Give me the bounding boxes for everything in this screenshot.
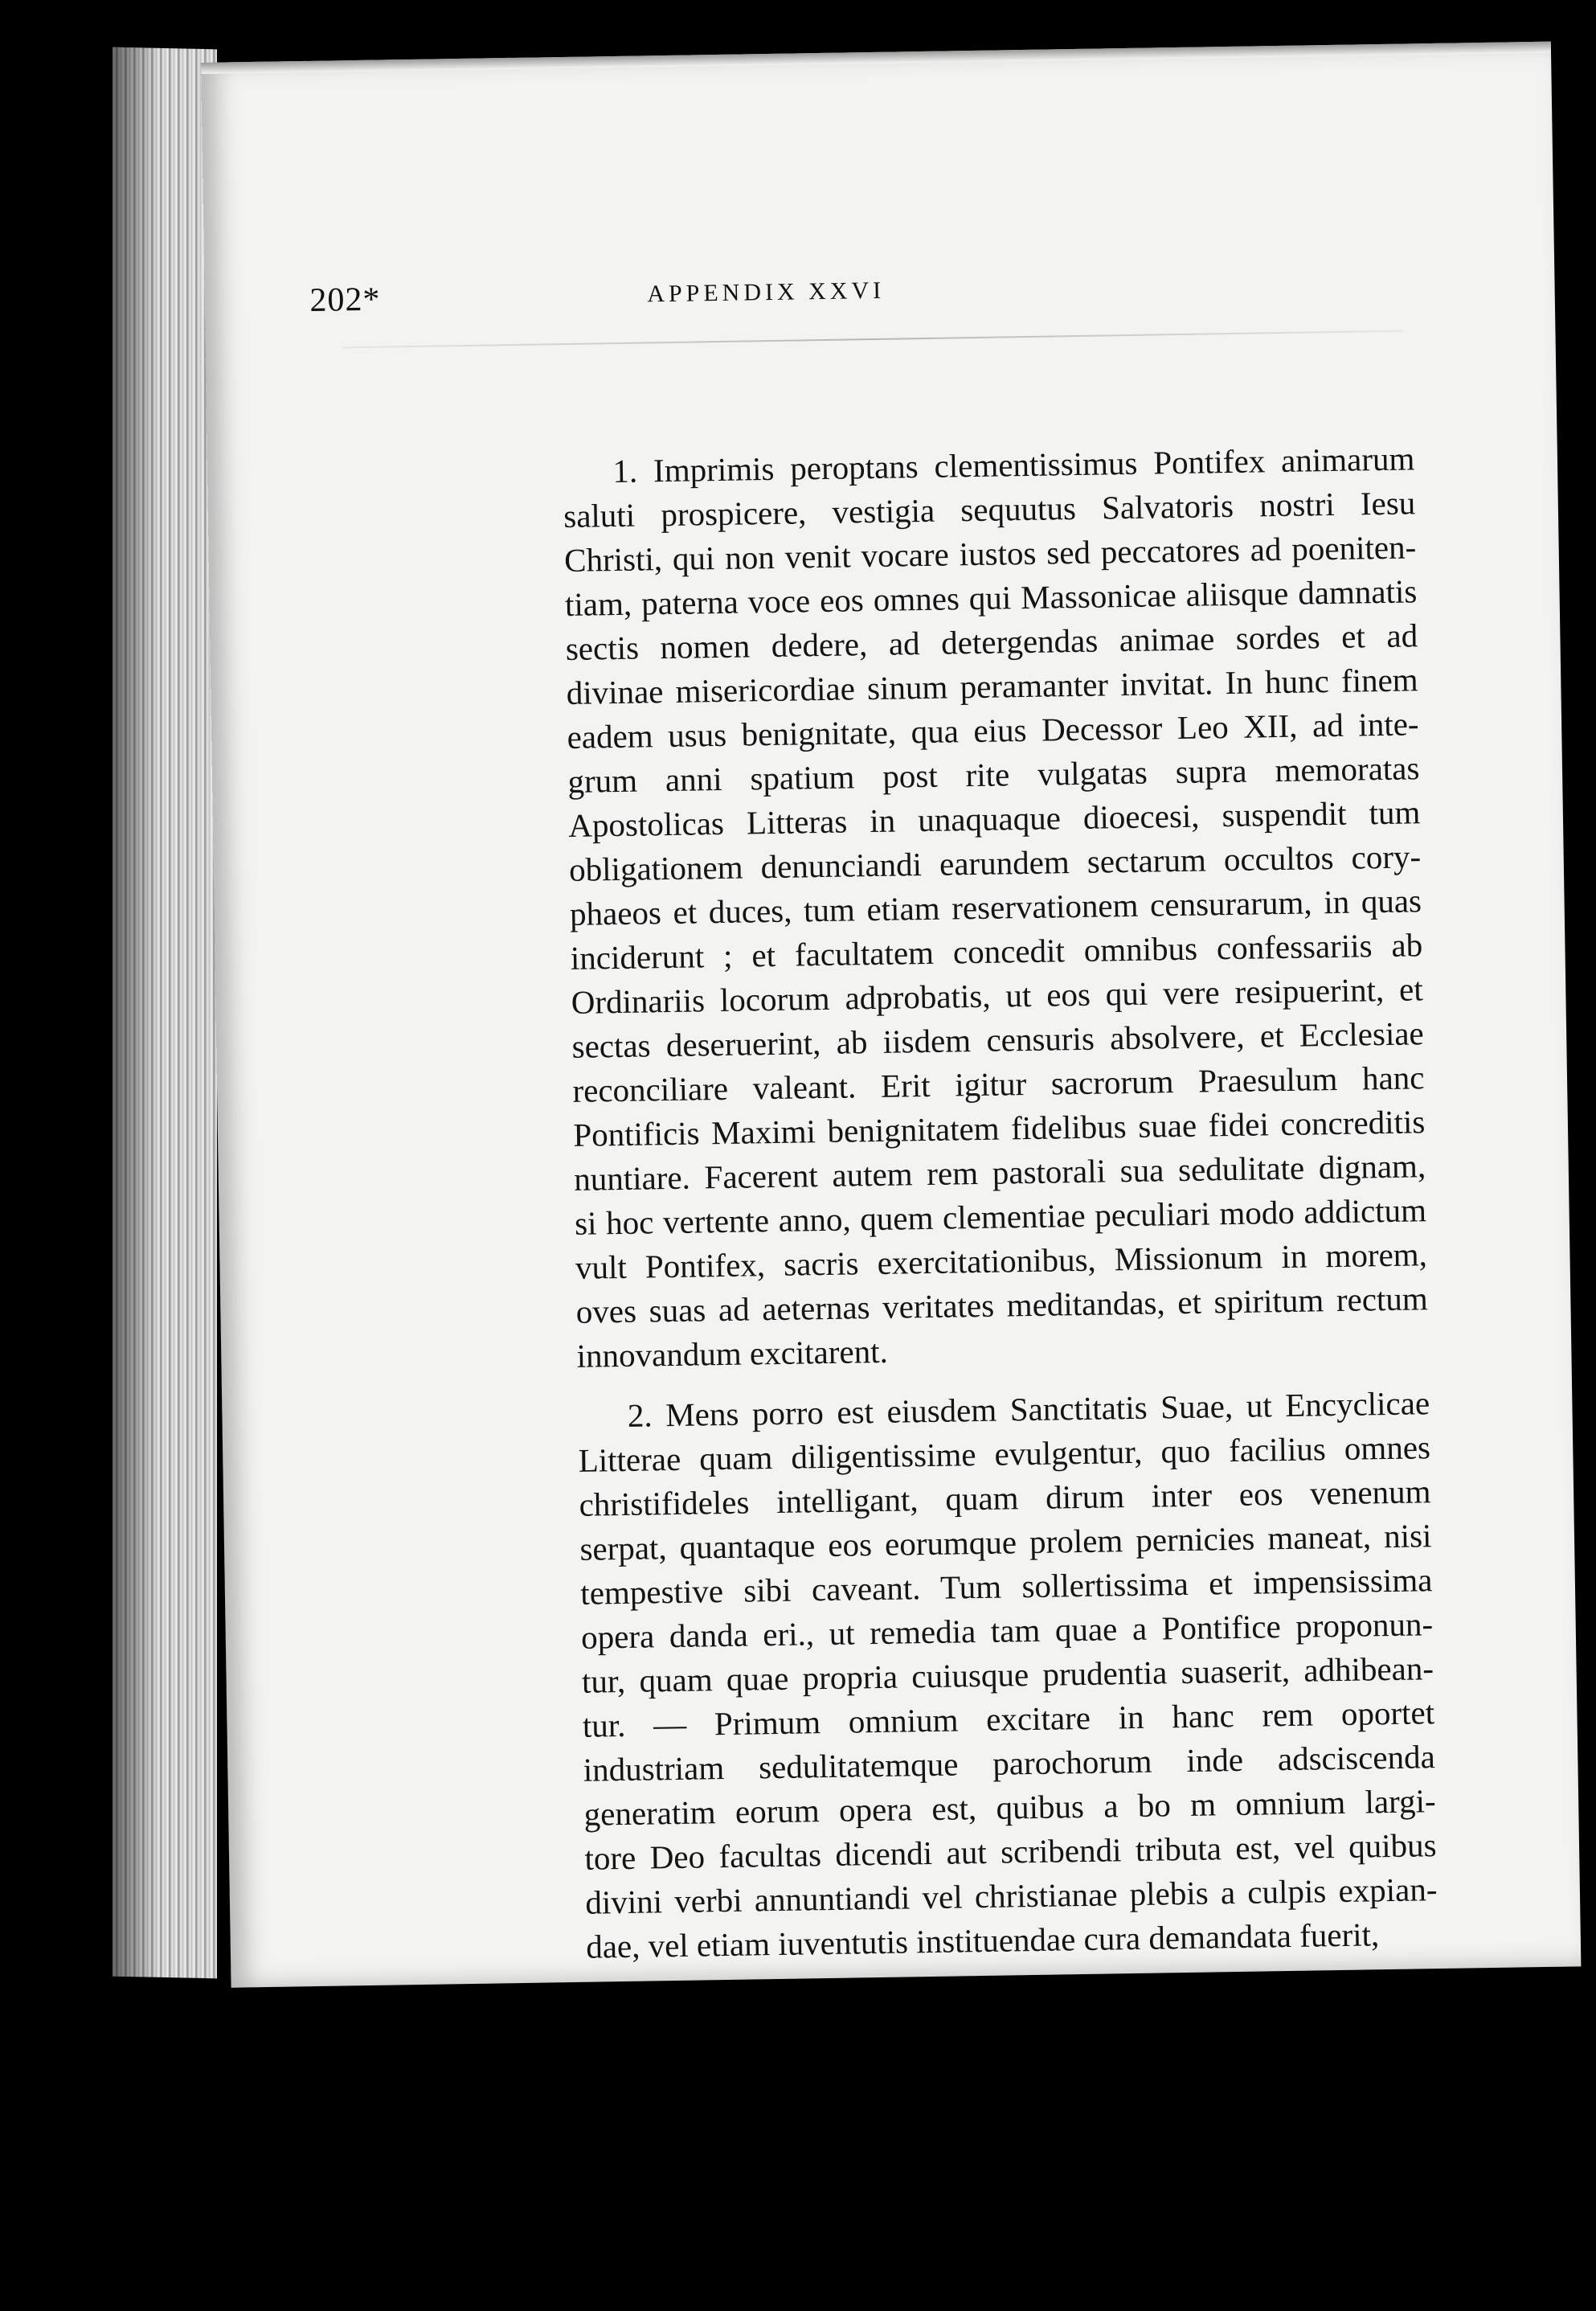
text-line: generatim eorum opera est, quibus a bo m omnium largi- (583, 1782, 1436, 1833)
running-title: APPENDIX XXVI (647, 277, 886, 308)
text-line: tore Deo facultas dicendi aut scribendi tributa est, vel quibus (584, 1826, 1437, 1877)
text-line: tur. — Primum omnium excitare in hanc rem oportet (582, 1694, 1435, 1744)
text-line: tempestive sibi caveant. Tum sollertissima et impensissima (579, 1561, 1433, 1612)
text-line: saluti prospicere, vestigia sequutus Salvatoris nostri Iesu (563, 484, 1416, 535)
text-line: Pontificis Maximi benignitatem fidelibus suae fidei concreditis (573, 1103, 1426, 1153)
text-line: tiam, paterna voce eos omnes qui Massonicae aliisque damnatis (564, 572, 1418, 623)
text-line: Litterae quam diligentissime evulgentur, quo facilius omnes (578, 1428, 1431, 1479)
text-line: si hoc vertente anno, quem clementiae peculiari modo addictum (574, 1191, 1427, 1242)
text-line: serpat, quantaque eos eorumque prolem pernicies maneat, nisi (579, 1517, 1432, 1567)
page-edges (113, 47, 217, 1979)
paragraph-1 (563, 436, 1429, 1379)
text-line: divini verbi annuntiandi vel christianae plebis a culpis expian- (585, 1871, 1438, 1921)
text-line: nuntiare. Facerent autem rem pastorali sua sedulitate dignam, (573, 1147, 1426, 1198)
text-line: reconciliare valeant. Erit igitur sacrorum Praesulum hanc (572, 1059, 1425, 1109)
text-line: sectas deseruerint, ab iisdem censuris absolvere, et Ecclesiae (571, 1014, 1425, 1065)
text-line: divinae misericordiae sinum peramanter invitat. In hunc finem (566, 661, 1418, 711)
text-line: christifideles intelligant, quam dirum inter eos venenum (579, 1473, 1431, 1523)
text-line: opera danda eri., ut remedia tam quae a Pontifice proponun- (580, 1605, 1434, 1656)
text-line: vult Pontifex, sacris exercitationibus, Missionum in morem, (575, 1235, 1428, 1286)
text-line: dae, vel etiam iuventutis instituendae cura demandata fuerit, (585, 1916, 1380, 1965)
text-line: grum anni spatium post rite vulgatas supra memoratas (567, 749, 1420, 800)
page-number: 202* (309, 281, 381, 319)
text-line: phaeos et duces, tum etiam reservationem censurarum, in quas (569, 882, 1422, 932)
paragraph-2 (577, 1381, 1438, 1969)
text-line: Christi, qui non venit vocare iustos sed peccatores ad poeniten- (563, 528, 1417, 579)
text-line: 1. Imprimis peroptans clementissimus Pontifex animarum (612, 440, 1415, 490)
text-line: oves suas ad aeternas veritates meditandas, et spiritum rectum (575, 1280, 1429, 1330)
body-text (563, 436, 1438, 1969)
text-line: inciderunt ; et facultatem concedit omnibus confessariis ab (570, 926, 1423, 977)
text-line: Apostolicas Litteras in unaquaque dioecesi, suspendit tum (567, 793, 1421, 844)
text-line: 2. Mens porro est eiusdem Sanctitatis Suae, ut Encyclicae (627, 1384, 1430, 1434)
text-line: obligationem denunciandi earundem sectarum occultos cory- (568, 838, 1422, 888)
text-line: sectis nomen dedere, ad detergendas animae sordes et ad (565, 617, 1418, 667)
text-line: tur, quam quae propria cuiusque prudentia suaserit, adhibean- (581, 1649, 1434, 1700)
text-line: eadem usus benignitate, qua eius Decessor Leo XII, ad inte- (567, 705, 1419, 756)
text-line: innovandum excitarent. (576, 1332, 889, 1375)
text-line: Ordinariis locorum adprobatis, ut eos qui vere resipuerint, et (571, 970, 1424, 1021)
text-line: industriam sedulitatemque parochorum inde adsciscenda (583, 1738, 1436, 1789)
